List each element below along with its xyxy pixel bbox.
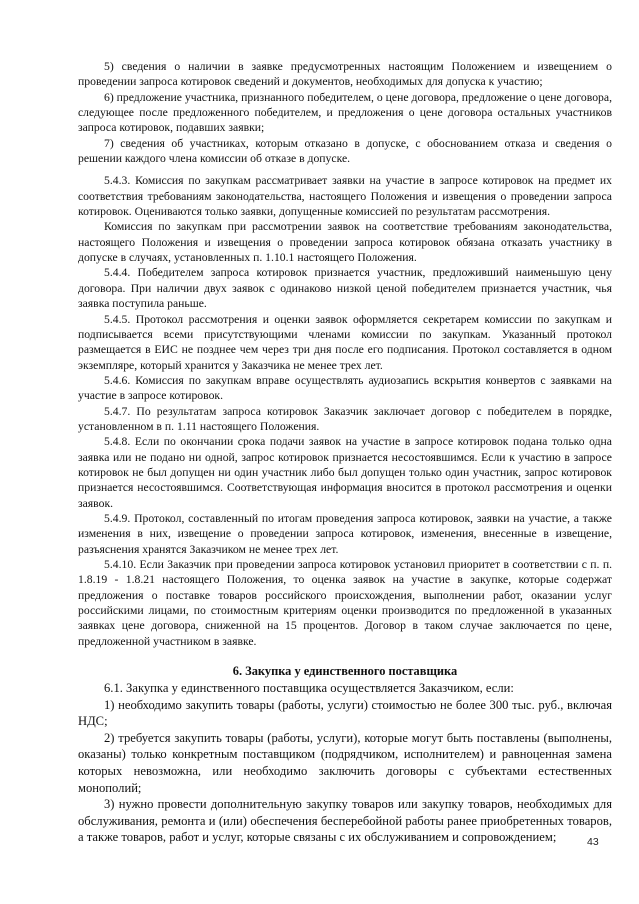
- document-page: [78, 59, 612, 846]
- paragraph: 5.4.6. Комиссия по закупкам вправе осуществлять аудиозапись вскрытия конвертов с заявками на участие в запросе котировок.: [78, 373, 612, 403]
- paragraph: 5.4.5. Протокол рассмотрения и оценки заявок оформляется секретарем комиссии по закупкам и подписывается всеми присутствующими членами комиссии по закупкам. Указанный протокол размещается в ЕИС не позднее чем через три дня после его подписания. Протокол составляется в одном экземпляре, который хранится у Заказчика не менее трех лет.: [78, 312, 612, 372]
- paragraph: 5.4.8. Если по окончании срока подачи заявок на участие в запросе котировок подана только одна заявка или не подано ни одной, запрос котировок признается несостоявшимся. Если к участию в запросе котировок не был допущен ни один участник либо был допущен только один участник, запрос котировок признается несостоявшимся. Соответствующая информация вносится в протокол рассмотрения и оценки заявок.: [78, 435, 612, 510]
- paragraph: 5.4.3. Комиссия по закупкам рассматривает заявки на участие в запросе котировок на предмет их соответствия требованиям законодательства, настоящего Положения и извещения о проведении запроса котировок. Оцениваются только заявки, допущенные комиссией по результатам рассмотрения.: [78, 174, 612, 219]
- paragraph: 2) требуется закупить товары (работы, услуги), которые могут быть поставлены (выполнены, оказаны) только конкретным поставщиком (подрядчиком, исполнителем) и равноценная замена которых невозможна, или необходимо заключить договоры с субъектами естественных монополий;: [78, 730, 612, 795]
- paragraph: Комиссия по закупкам при рассмотрении заявок на соответствие требованиям законодательства, настоящего Положения и извещения о проведении запроса котировок обязана отказать участнику в допуске в случаях, установленных п. 1.10.1 настоящего Положения.: [78, 220, 612, 265]
- paragraph: 5.4.10. Если Заказчик при проведении запроса котировок установил приоритет в соответствии с п. п. 1.8.19 - 1.8.21 настоящего Положения, то оценка заявок на участие в закупке, которые содержат предложения о поставке товаров российского происхождения, выполнении работ, оказании услуг российскими лицами, по стоимостным критериям оценки производится по предложенной в указанных заявках цене договора, сниженной на 15 процентов. Договор в таком случае заключается по цене, предложенной участником в заявке.: [78, 558, 612, 648]
- section-heading: 6. Закупка у единственного поставщика: [232, 664, 458, 679]
- paragraph: 5.4.7. По результатам запроса котировок Заказчик заключает договор с победителем в порядке, установленном в п. 1.11 настоящего Положения.: [78, 404, 612, 433]
- page-number: 43: [587, 836, 599, 848]
- paragraph: 6) предложение участника, признанного победителем, о цене договора, предложение о цене договора, следующее после предложенного победителем, и предложения о цене договора остальных участников запроса котировок, подавших заявки;: [78, 90, 612, 135]
- paragraph: 6.1. Закупка у единственного поставщика осуществляется Заказчиком, если:: [104, 681, 514, 696]
- paragraph: 5) сведения о наличии в заявке предусмотренных настоящим Положением и извещением о проведении запроса котировок сведений и документов, необходимых для допуска к участию;: [78, 60, 612, 89]
- paragraph: 5.4.9. Протокол, составленный по итогам проведения запроса котировок, заявки на участие, а также изменения в них, извещение о проведении запроса котировок, изменения, внесенные в извещение, разъяснения хранятся Заказчиком не менее трех лет.: [78, 511, 612, 556]
- paragraph: 7) сведения об участниках, которым отказано в допуске, с обоснованием отказа и сведения о решении каждого члена комиссии об отказе в допуске.: [78, 136, 612, 166]
- paragraph: 1) необходимо закупить товары (работы, услуги) стоимостью не более 300 тыс. руб., включая НДС;: [78, 697, 612, 729]
- paragraph: 3) нужно провести дополнительную закупку товаров или закупку товаров, необходимых для обслуживания, ремонта и (или) обеспечения бесперебойной работы ранее приобретенных товаров, а также товаров, работ и услуг, которые связаны с их обслуживанием и сопровождением;: [78, 797, 612, 845]
- paragraph: 5.4.4. Победителем запроса котировок признается участник, предложивший наименьшую цену договора. При наличии двух заявок с одинаково низкой ценой победителем признается участник, чья заявка поступила раньше.: [78, 266, 612, 311]
